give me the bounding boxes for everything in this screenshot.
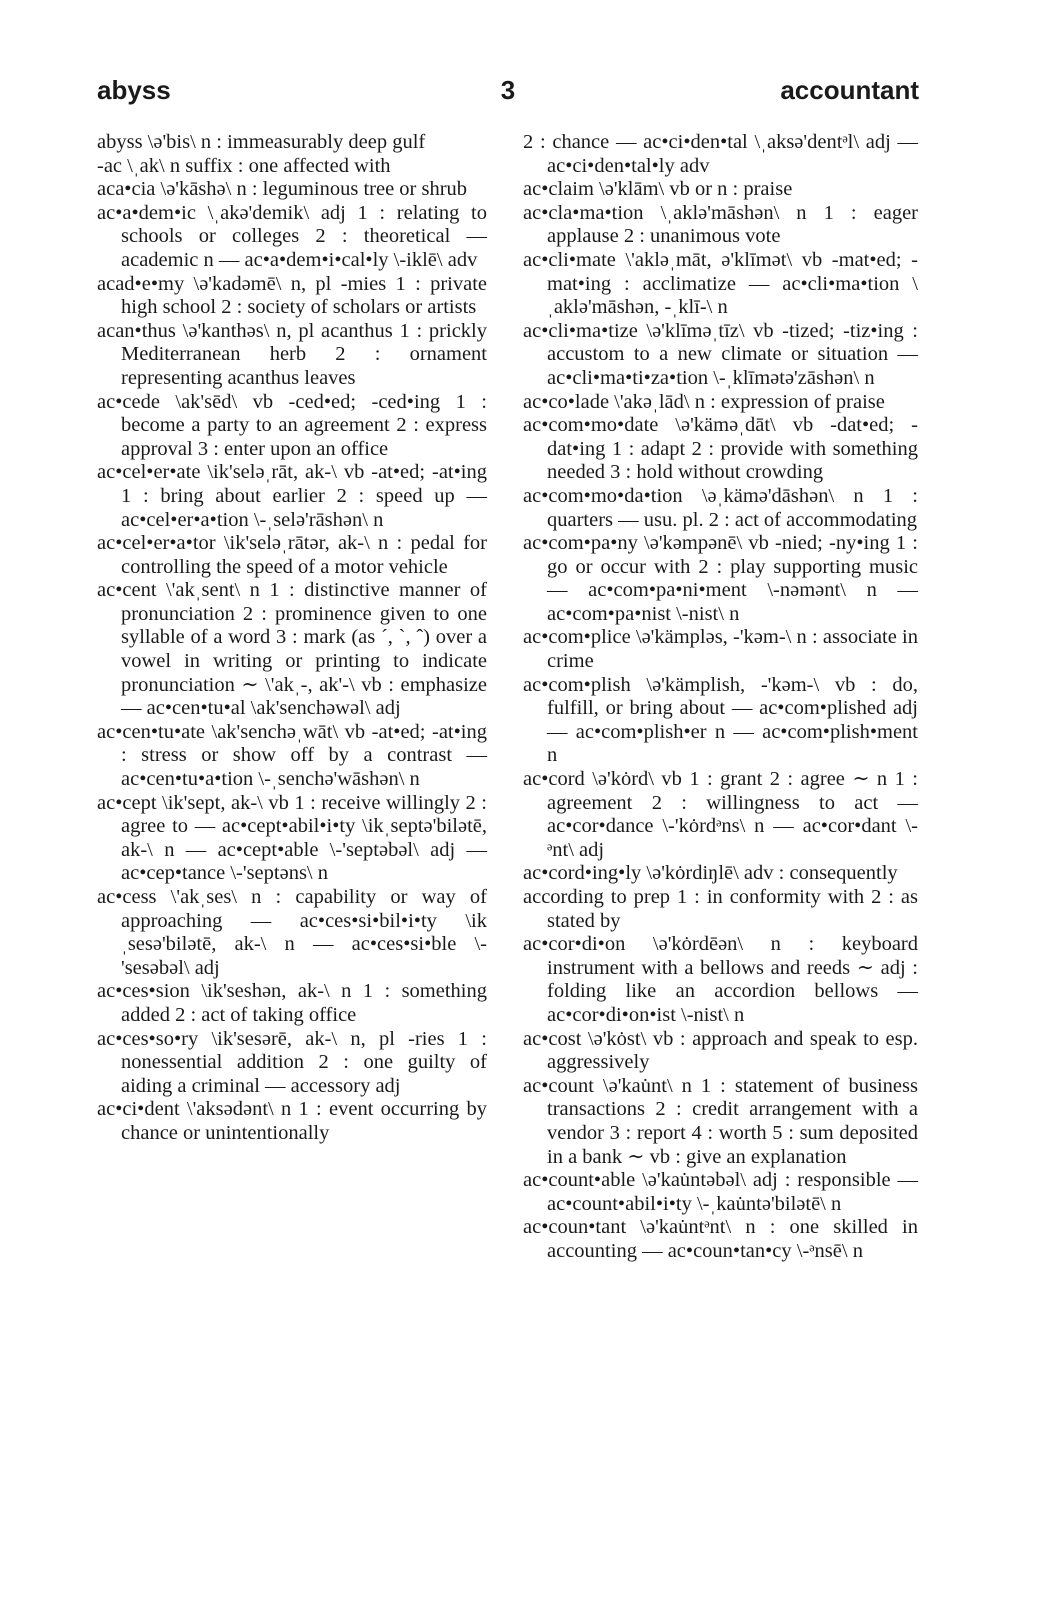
entry-accentuate — [97, 721, 487, 792]
entry-accessory — [97, 1028, 487, 1099]
left-column — [97, 131, 487, 1146]
entry-acacia — [97, 178, 487, 202]
entry-accompany — [523, 532, 918, 626]
entry-text: ac•cla•ma•tion \ˌaklə'māshən\ n 1 : eager applause 2 : unanimous vote — [523, 201, 918, 248]
entry-accession — [97, 980, 487, 1027]
entry-acanthus — [97, 320, 487, 391]
page-number: 3 — [500, 75, 516, 105]
guide-word-left: abyss — [97, 75, 171, 105]
entry-text: ac•cept \ik'sept, ak-\ vb 1 : receive willingly 2 : agree to — ac•cept•abil•i•ty \ikˌseptə'bilətē, ak-\ n — ac•cept•able \-'septəbəl\ adj — ac•cep•tance \-'septəns\ n — [97, 791, 487, 885]
entry-accost — [523, 1028, 918, 1075]
entry-text: ac•cess \'akˌses\ n : capability or way of approaching — ac•ces•si•bil•i•ty \ikˌsesə'bilətē, ak-\ n — ac•ces•si•ble \-'sesəbəl\ adj — [97, 886, 487, 979]
right-column — [523, 131, 918, 1264]
entry-text: ac•com•mo•da•tion \əˌkämə'dāshən\ n 1 : quarters — usu. pl. 2 : act of accommodating — [523, 484, 918, 531]
entry-accent — [97, 579, 487, 721]
entry-text: abyss \ə'bis\ n : immeasurably deep gulf — [97, 131, 426, 153]
entry-accomplice — [523, 626, 918, 673]
entry-text: ac•cel•er•a•tor \ik'seləˌrātər, ak-\ n : pedal for controlling the speed of a motor vehicle — [97, 532, 487, 578]
running-head — [97, 72, 919, 112]
entry-text: ac•ces•so•ry \ik'sesərē, ak-\ n, pl -ries 1 : nonessential addition 2 : one guilty of aiding a criminal — accessory adj — [97, 1027, 487, 1097]
entry-text: aca•cia \ə'kāshə\ n : leguminous tree or shrub — [97, 178, 468, 201]
entry-text: ac•a•dem•ic \ˌakə'demik\ adj 1 : relating to schools or colleges 2 : theoretical — academic n — ac•a•dem•i•cal•ly \-iklē\ adv — [97, 201, 487, 271]
entry-text: ac•com•plish \ə'kämplish, -'kəm-\ vb : do, fulfill, or bring about — ac•com•plished adj — ac•com•plish•er n — ac•com•plish•ment n — [523, 673, 918, 767]
entry-text: ac•com•mo•date \ə'käməˌdāt\ vb -dat•ed; -dat•ing 1 : adapt 2 : provide with something needed 3 : hold without crowding — [523, 414, 918, 484]
entry-abyss — [97, 131, 487, 155]
entry-text: ac•cord \ə'kȯrd\ vb 1 : grant 2 : agree ∼ n 1 : agreement 2 : willingness to act — ac•cor•dance \-'kȯrdᵊns\ n — ac•cor•dant \-ᵊnt\ adj — [523, 768, 918, 861]
entry-accommodate — [523, 414, 918, 485]
entry-text: ac•cen•tu•ate \ak'senchəˌwāt\ vb -at•ed; -at•ing : stress or show off by a contrast — ac•cen•tu•a•tion \-ˌsenchə'wāshən\ n — [97, 720, 487, 791]
entry-academic — [97, 202, 487, 273]
entry-accordion — [523, 933, 918, 1027]
entry-text: ac•cel•er•ate \ik'seləˌrāt, ak-\ vb -at•ed; -at•ing 1 : bring about earlier 2 : speed up — ac•cel•er•a•tion \-ˌselə'rāshən\ n — [97, 461, 487, 531]
guide-word-right: accountant — [780, 75, 919, 105]
entry-text: ac•count•able \ə'kau̇ntəbəl\ adj : responsible — ac•count•abil•i•ty \-ˌkau̇ntə'bilətē\ n — [523, 1169, 918, 1215]
entry-ac — [97, 155, 487, 179]
entry-accountable — [523, 1169, 918, 1216]
entry-according-to — [523, 886, 918, 933]
entry-text: ac•claim \ə'klām\ vb or n : praise — [523, 178, 793, 201]
entry-account — [523, 1075, 918, 1169]
entry-access — [97, 886, 487, 980]
entry-text: ac•co•lade \'akəˌlād\ n : expression of praise — [523, 390, 885, 413]
entry-text: ac•cord•ing•ly \ə'kȯrdiŋlē\ adv : consequently — [523, 862, 898, 885]
entry-text: ac•com•pa•ny \ə'kəmpənē\ vb -nied; -ny•ing 1 : go or occur with 2 : play supporting music — ac•com•pa•ni•ment \-nəmənt\ n — ac•com•pa•nist \-nist\ n — [523, 532, 918, 625]
entry-accident — [97, 1098, 487, 1145]
entry-acclamation — [523, 202, 918, 249]
entry-accommodation — [523, 485, 918, 532]
entry-accelerate — [97, 461, 487, 532]
entry-text: ac•cor•di•on \ə'kȯrdēən\ n : keyboard instrument with a bellows and reeds ∼ adj : folding like an accordion bellows — ac•cor•di•on•ist \-nist\ n — [523, 933, 918, 1026]
entry-acclimatize — [523, 320, 918, 391]
entry-text: ac•cent \'akˌsent\ n 1 : distinctive manner of pronunciation 2 : prominence given to one syllable of a word 3 : mark (as ´, `, ˆ) over a vowel in writing or printing to indicate pronunciation ∼ \'akˌ-, ak'-\ vb : emphasize — ac•cen•tu•al \ak'senchəwəl\ adj — [97, 579, 487, 720]
entry-text: ac•com•plice \ə'kämpləs, -'kəm-\ n : associate in crime — [523, 626, 918, 673]
entry-accept — [97, 792, 487, 886]
entry-text: ac•count \ə'kau̇nt\ n 1 : statement of business transactions 2 : credit arrangement with a vendor 3 : report 4 : worth 5 : sum deposited in a bank ∼ vb : give an explanation — [523, 1074, 918, 1168]
entry-text: ac•ci•dent \'aksədənt\ n 1 : event occurring by chance or unintentionally — [97, 1098, 487, 1144]
entry-text: ac•coun•tant \ə'kau̇ntᵊnt\ n : one skilled in accounting — ac•coun•tan•cy \-ᵊnsē\ n — [523, 1216, 918, 1262]
entry-text: -ac \ˌak\ n suffix : one affected with — [97, 154, 391, 177]
entry-accord — [523, 768, 918, 862]
entry-accomplish — [523, 674, 918, 768]
entry-text: ac•cost \ə'kȯst\ vb : approach and speak to esp. aggressively — [523, 1027, 918, 1074]
entry-accelerator — [97, 532, 487, 579]
entry-text: ac•cede \ak'sēd\ vb -ced•ed; -ced•ing 1 : become a party to an agreement 2 : express approval 3 : enter upon an office — [97, 390, 487, 460]
entry-text: according to prep 1 : in conformity with 2 : as stated by — [523, 886, 918, 932]
entry-acclaim — [523, 178, 918, 202]
entry-text: ac•cli•ma•tize \ə'klīməˌtīz\ vb -tized; -tiz•ing : accustom to a new climate or situation — ac•cli•ma•ti•za•tion \-ˌklīmətə'zāshən\ n — [523, 319, 918, 389]
entry-accolade — [523, 391, 918, 415]
entry-accede — [97, 391, 487, 462]
entry-text: ac•ces•sion \ik'seshən, ak-\ n 1 : something added 2 : act of taking office — [97, 980, 487, 1026]
entry-accident-continued — [523, 131, 918, 178]
entry-text: 2 : chance — ac•ci•den•tal \ˌaksə'dentᵊl\ adj — ac•ci•den•tal•ly adv — [523, 131, 918, 177]
entry-acclimate — [523, 249, 918, 320]
entry-text: ac•cli•mate \'akləˌmāt, ə'klīmət\ vb -mat•ed; -mat•ing : acclimatize — ac•cli•ma•tion \ˌaklə'māshən, -ˌklī-\ n — [523, 248, 918, 319]
entry-accountant — [523, 1216, 918, 1263]
entry-text: acan•thus \ə'kanthəs\ n, pl acanthus 1 : prickly Mediterranean herb 2 : ornament representing acanthus leaves — [97, 319, 487, 389]
entry-academy — [97, 273, 487, 320]
entry-accordingly — [523, 862, 918, 886]
entry-text: acad•e•my \ə'kadəmē\ n, pl -mies 1 : private high school 2 : society of scholars or artists — [97, 272, 487, 319]
